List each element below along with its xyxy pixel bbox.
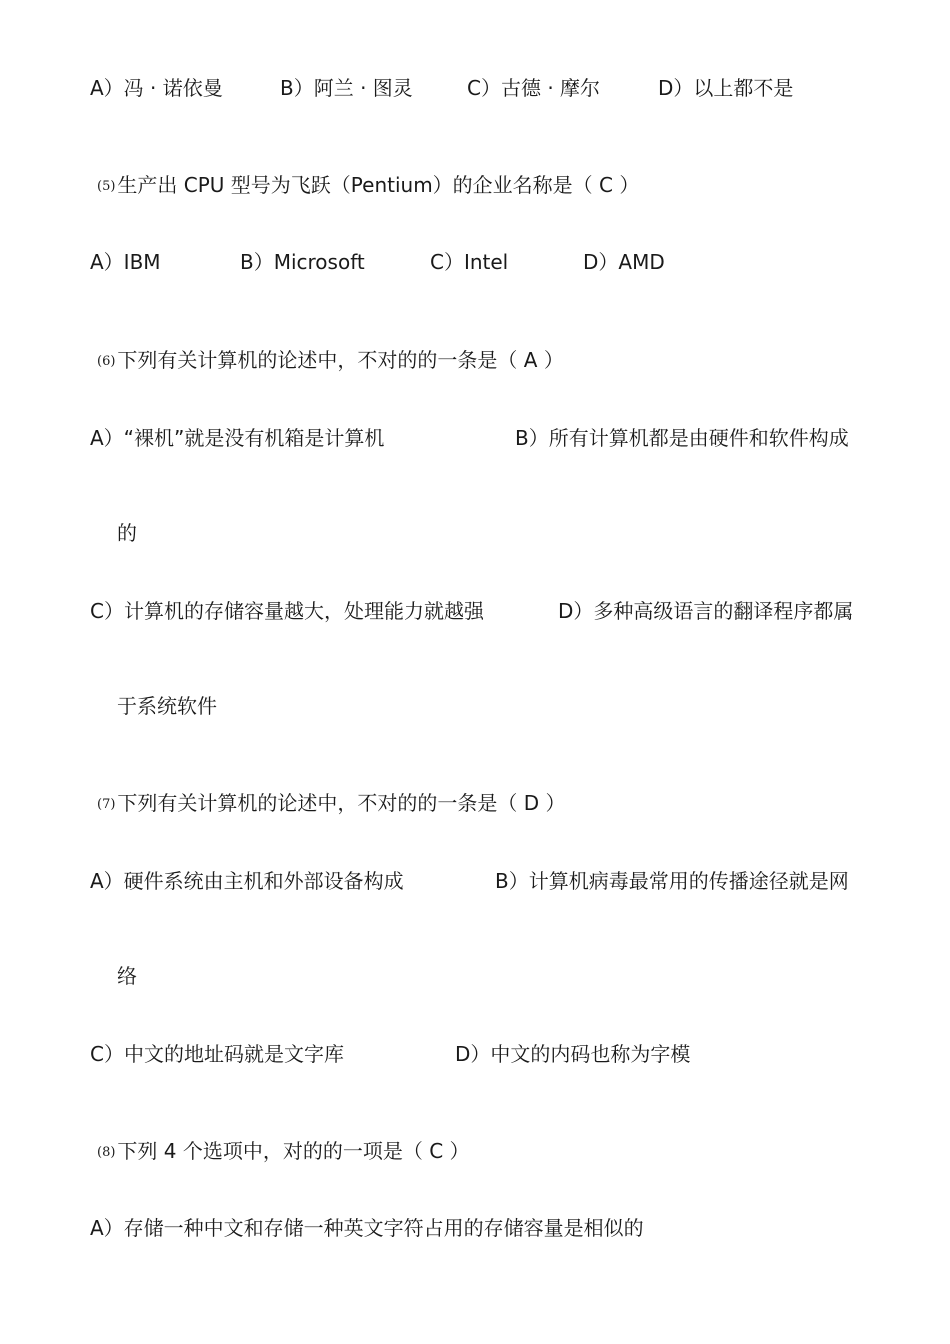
option-d: D）中文的内码也称为字模 bbox=[455, 1042, 691, 1066]
question-text: 下列有关计算机的论述中，不对的的一条是（ D ） bbox=[117, 791, 566, 815]
question-number: (6) bbox=[97, 354, 116, 369]
question-5 bbox=[97, 171, 639, 201]
question-8 bbox=[97, 1137, 470, 1167]
option-c: C）中文的地址码就是文字库 bbox=[90, 1042, 344, 1066]
option-a: A）硬件系统由主机和外部设备构成 bbox=[90, 869, 404, 893]
question-number: (7) bbox=[97, 797, 116, 812]
option-a: A）“裸机”就是没有机箱是计算机 bbox=[90, 426, 385, 450]
option-a: A）IBM bbox=[90, 250, 161, 274]
question-7 bbox=[97, 789, 566, 819]
option-b: B）所有计算机都是由硬件和软件构成 bbox=[515, 426, 849, 450]
option-b: B）阿兰 · 图灵 bbox=[280, 76, 413, 100]
option-d: D）多种高级语言的翻译程序都属 bbox=[558, 599, 854, 623]
question-number: (5) bbox=[97, 179, 116, 194]
option-continuation: 的 bbox=[117, 521, 137, 545]
option-continuation: 络 bbox=[117, 964, 137, 988]
question-text: 生产出 CPU 型号为飞跃（Pentium）的企业名称是（ C ） bbox=[117, 173, 640, 197]
question-6 bbox=[97, 346, 564, 376]
option-c: C）古德 · 摩尔 bbox=[467, 76, 601, 100]
option-d: D）AMD bbox=[583, 250, 665, 274]
question-number: (8) bbox=[97, 1145, 116, 1160]
option-a: A）存储一种中文和存储一种英文字符占用的存储容量是相似的 bbox=[90, 1216, 644, 1240]
option-c: C）计算机的存储容量越大，处理能力就越强 bbox=[90, 599, 484, 623]
option-a: A）冯 · 诺依曼 bbox=[90, 76, 223, 100]
question-text: 下列有关计算机的论述中，不对的的一条是（ A ） bbox=[117, 348, 564, 372]
question-text: 下列 4 个选项中，对的的一项是（ C ） bbox=[117, 1139, 470, 1163]
option-continuation: 于系统软件 bbox=[117, 694, 217, 718]
option-b: B）Microsoft bbox=[240, 250, 365, 274]
option-b: B）计算机病毒最常用的传播途径就是网 bbox=[495, 869, 849, 893]
option-c: C）Intel bbox=[430, 250, 509, 274]
option-d: D）以上都不是 bbox=[658, 76, 794, 100]
